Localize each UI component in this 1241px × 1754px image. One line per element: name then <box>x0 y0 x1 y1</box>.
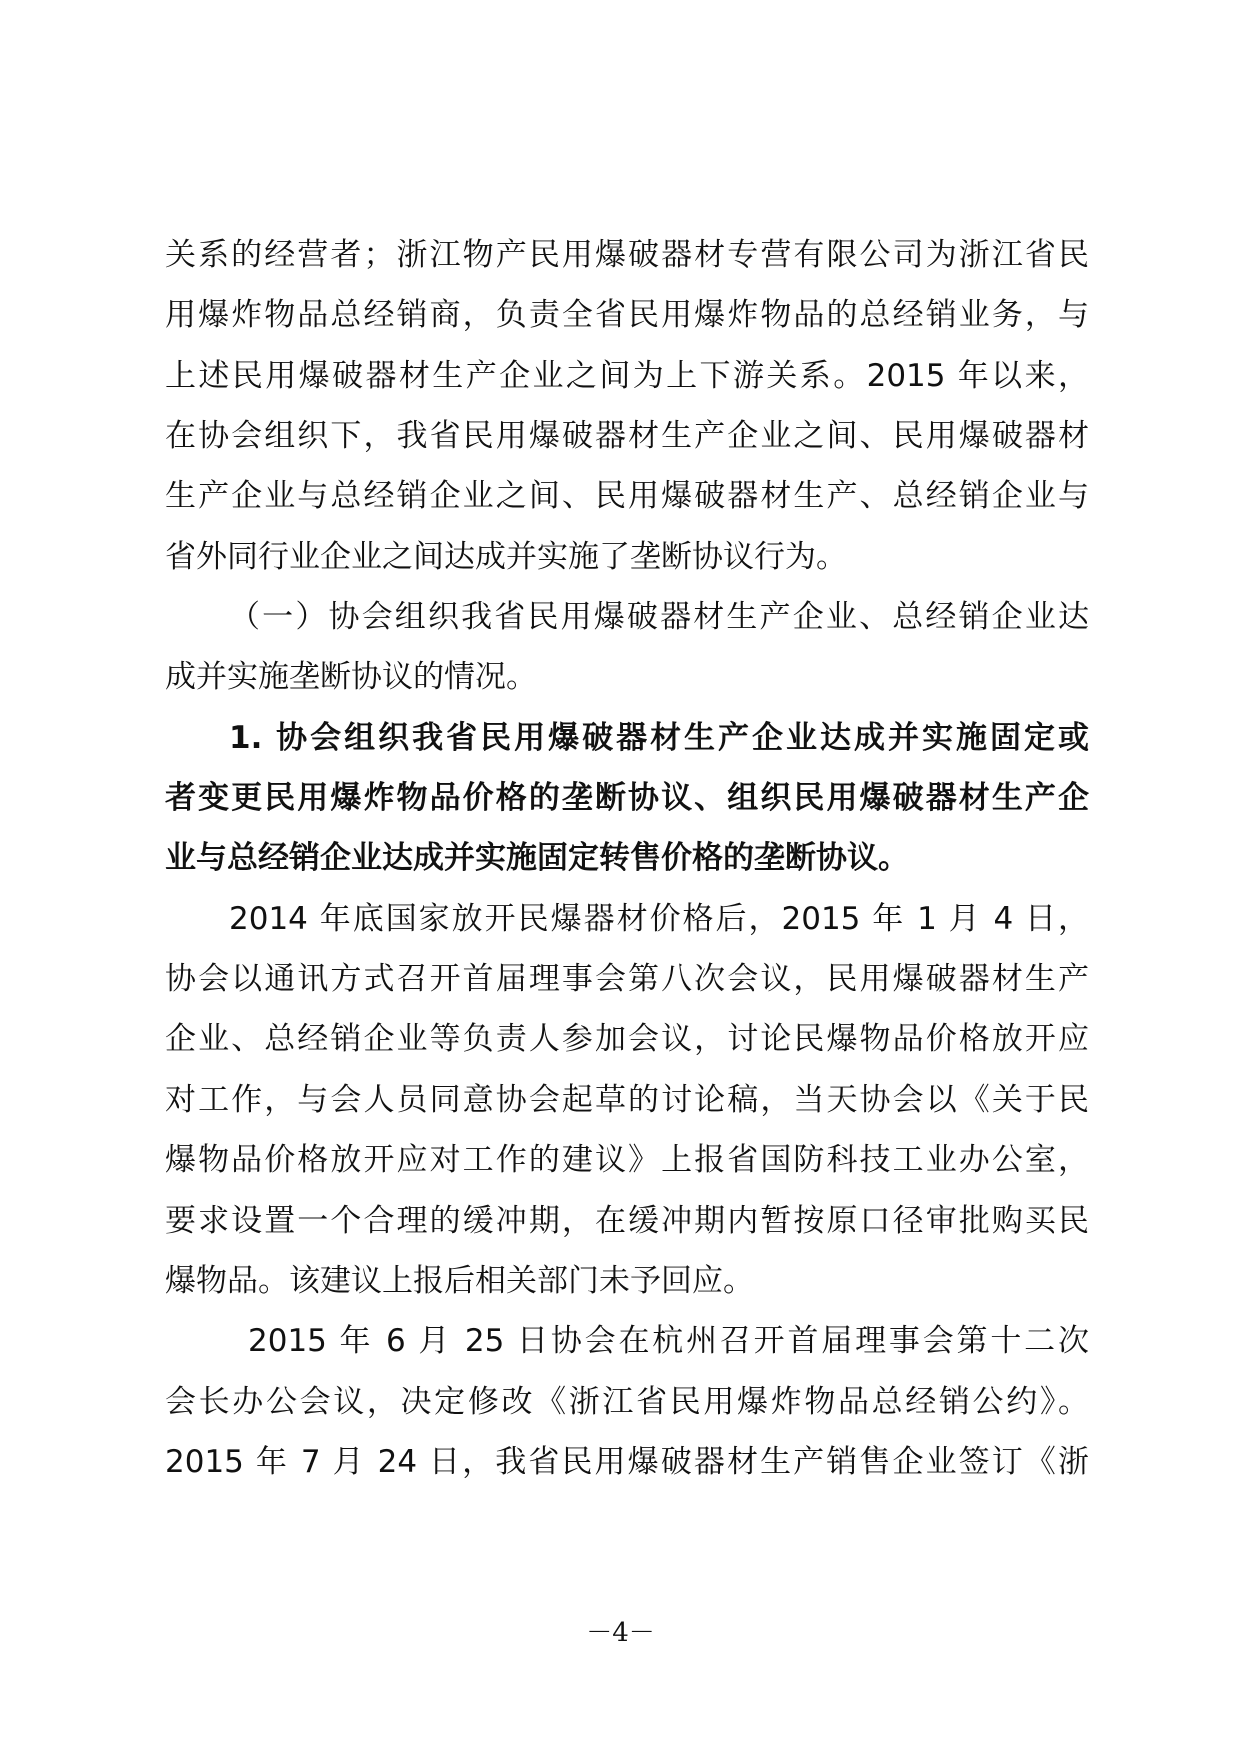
paragraph-line: 用爆炸物品总经销商，负责全省民用爆炸物品的总经销业务，与 <box>165 297 1089 334</box>
paragraph-line: 2014 年底国家放开民爆器材价格后，2015 年 1 月 4 日， <box>229 900 1089 937</box>
paragraph-line: 生产企业与总经销企业之间、民用爆破器材生产、总经销企业与 <box>165 478 1089 515</box>
paragraph-line: 省外同行业企业之间达成并实施了垄断协议行为。 <box>165 538 847 575</box>
paragraph-line: 爆物品价格放开应对工作的建议》上报省国防科技工业办公室， <box>165 1142 1089 1179</box>
paragraph-line: 2015 年 7 月 24 日，我省民用爆破器材生产销售企业签订《浙 <box>165 1443 1089 1480</box>
paragraph-line: 上述民用爆破器材生产企业之间为上下游关系。2015 年以来， <box>165 357 1089 394</box>
paragraph-line: 企业、总经销企业等负责人参加会议，讨论民爆物品价格放开应 <box>165 1021 1089 1058</box>
paragraph-line: 在协会组织下，我省民用爆破器材生产企业之间、民用爆破器材 <box>165 418 1089 455</box>
paragraph-line: 2015 年 6 月 25 日协会在杭州召开首届理事会第十二次 <box>248 1323 1089 1360</box>
paragraph-line: 对工作，与会人员同意协会起草的讨论稿，当天协会以《关于民 <box>165 1081 1089 1118</box>
page-number: －4－ <box>586 1618 655 1648</box>
paragraph-line: 要求设置一个合理的缓冲期，在缓冲期内暂按原口径审批购买民 <box>165 1202 1089 1239</box>
paragraph-line: 关系的经营者；浙江物产民用爆破器材专营有限公司为浙江省民 <box>165 237 1089 273</box>
subsection-heading: 1. 协会组织我省民用爆破器材生产企业达成并实施固定或 <box>229 719 1089 756</box>
paragraph-line: 会长办公会议，决定修改《浙江省民用爆炸物品总经销公约》。 <box>165 1383 1089 1420</box>
document-body <box>165 225 1089 1492</box>
paragraph-line: 协会以通讯方式召开首届理事会第八次会议，民用爆破器材生产 <box>165 961 1089 998</box>
section-heading: 成并实施垄断协议的情况。 <box>165 659 537 696</box>
section-heading: （一）协会组织我省民用爆破器材生产企业、总经销企业达 <box>229 599 1089 636</box>
paragraph-line: 爆物品。该建议上报后相关部门未予回应。 <box>165 1262 754 1299</box>
subsection-heading: 者变更民用爆炸物品价格的垄断协议、组织民用爆破器材生产企 <box>165 780 1089 817</box>
subsection-heading: 业与总经销企业达成并实施固定转售价格的垄断协议。 <box>165 840 909 877</box>
